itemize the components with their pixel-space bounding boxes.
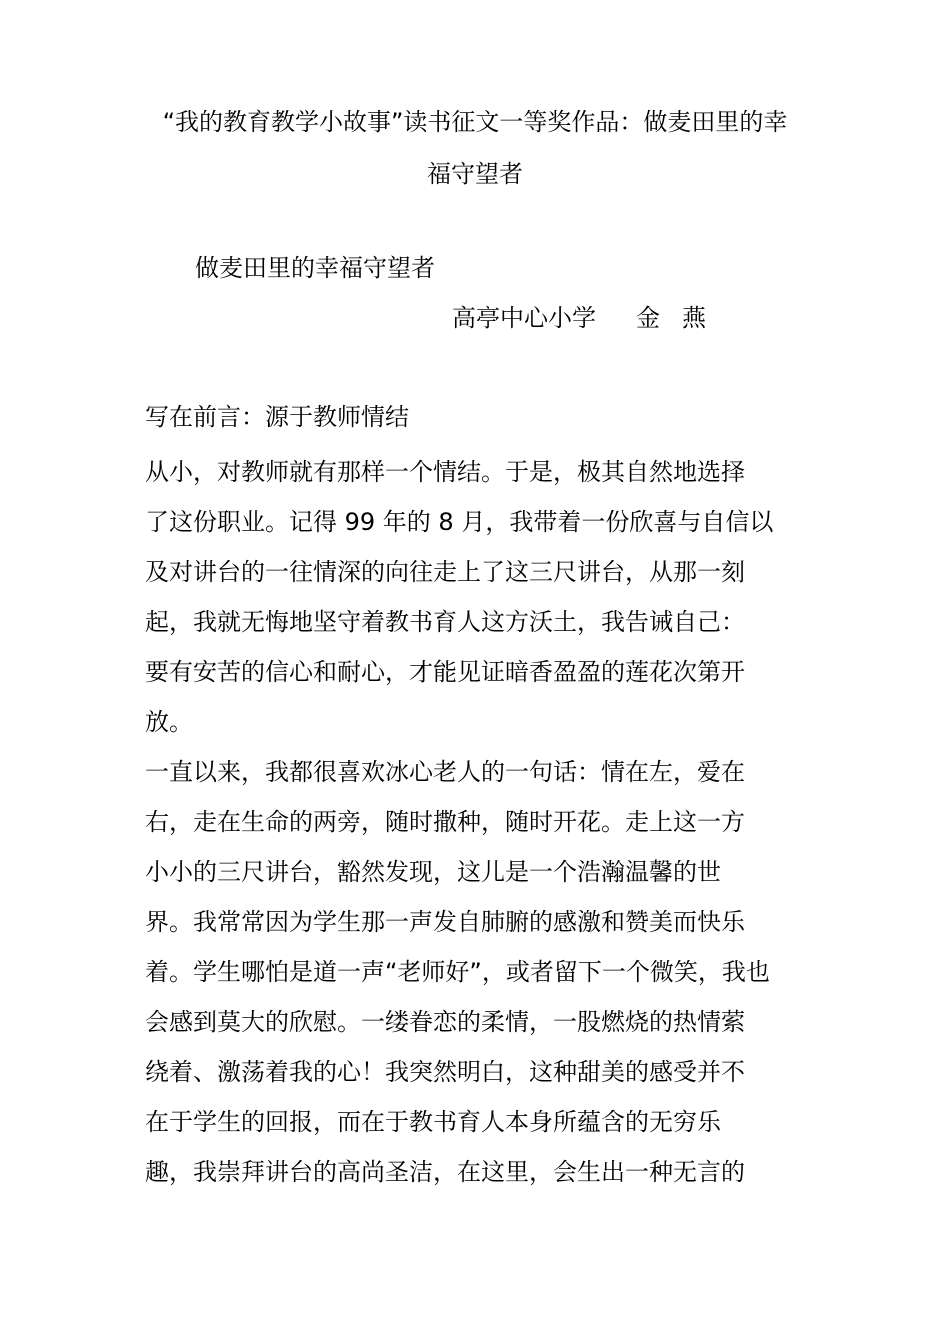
body-line: 趣，我崇拜讲台的高尚圣洁，在这里，会生出一种无言的 bbox=[145, 1158, 745, 1186]
article-subtitle: 做麦田里的幸福守望者 bbox=[195, 254, 435, 282]
section-heading: 写在前言：源于教师情结 bbox=[145, 403, 409, 431]
body-line: 放。 bbox=[145, 708, 193, 736]
body-line: 要有安苦的信心和耐心，才能见证暗香盈盈的莲花次第开 bbox=[145, 658, 745, 686]
body-line: 起，我就无悔地坚守着教书育人这方沃土，我告诫自己： bbox=[145, 608, 745, 636]
body-line: 右，走在生命的两旁，随时撒种，随时开花。走上这一方 bbox=[145, 808, 745, 836]
body-line: 从小，对教师就有那样一个情结。于是，极其自然地选择 bbox=[145, 458, 745, 486]
author-name-first: 金 bbox=[636, 304, 660, 332]
document-title bbox=[120, 96, 830, 200]
body-text bbox=[145, 447, 825, 1197]
body-line: 及对讲台的一往情深的向往走上了这三尺讲台，从那一刻 bbox=[145, 558, 745, 586]
body-line: 一直以来，我都很喜欢冰心老人的一句话：情在左，爱在 bbox=[145, 758, 745, 786]
author-school: 高亭中心小学 bbox=[452, 304, 596, 332]
body-line: 在于学生的回报，而在于教书育人本身所蕴含的无穷乐 bbox=[145, 1108, 721, 1136]
body-line: 着。学生哪怕是道一声“老师好”，或者留下一个微笑，我也 bbox=[145, 958, 770, 986]
author-line bbox=[452, 298, 706, 338]
body-line: 会感到莫大的欣慰。一缕眷恋的柔情，一股燃烧的热情萦 bbox=[145, 1008, 745, 1036]
title-line-2: 福守望者 bbox=[427, 160, 523, 188]
body-line: 绕着、激荡着我的心！我突然明白，这种甜美的感受并不 bbox=[145, 1058, 745, 1086]
author-name-second: 燕 bbox=[682, 304, 706, 332]
body-line: 小小的三尺讲台，豁然发现，这儿是一个浩瀚温馨的世 bbox=[145, 858, 721, 886]
body-line: 界。我常常因为学生那一声发自肺腑的感激和赞美而快乐 bbox=[145, 908, 745, 936]
title-line-1: “我的教育教学小故事”读书征文一等奖作品：做麦田里的幸 bbox=[162, 108, 788, 136]
body-line: 了这份职业。记得 99 年的 8 月，我带着一份欣喜与自信以 bbox=[145, 508, 774, 536]
